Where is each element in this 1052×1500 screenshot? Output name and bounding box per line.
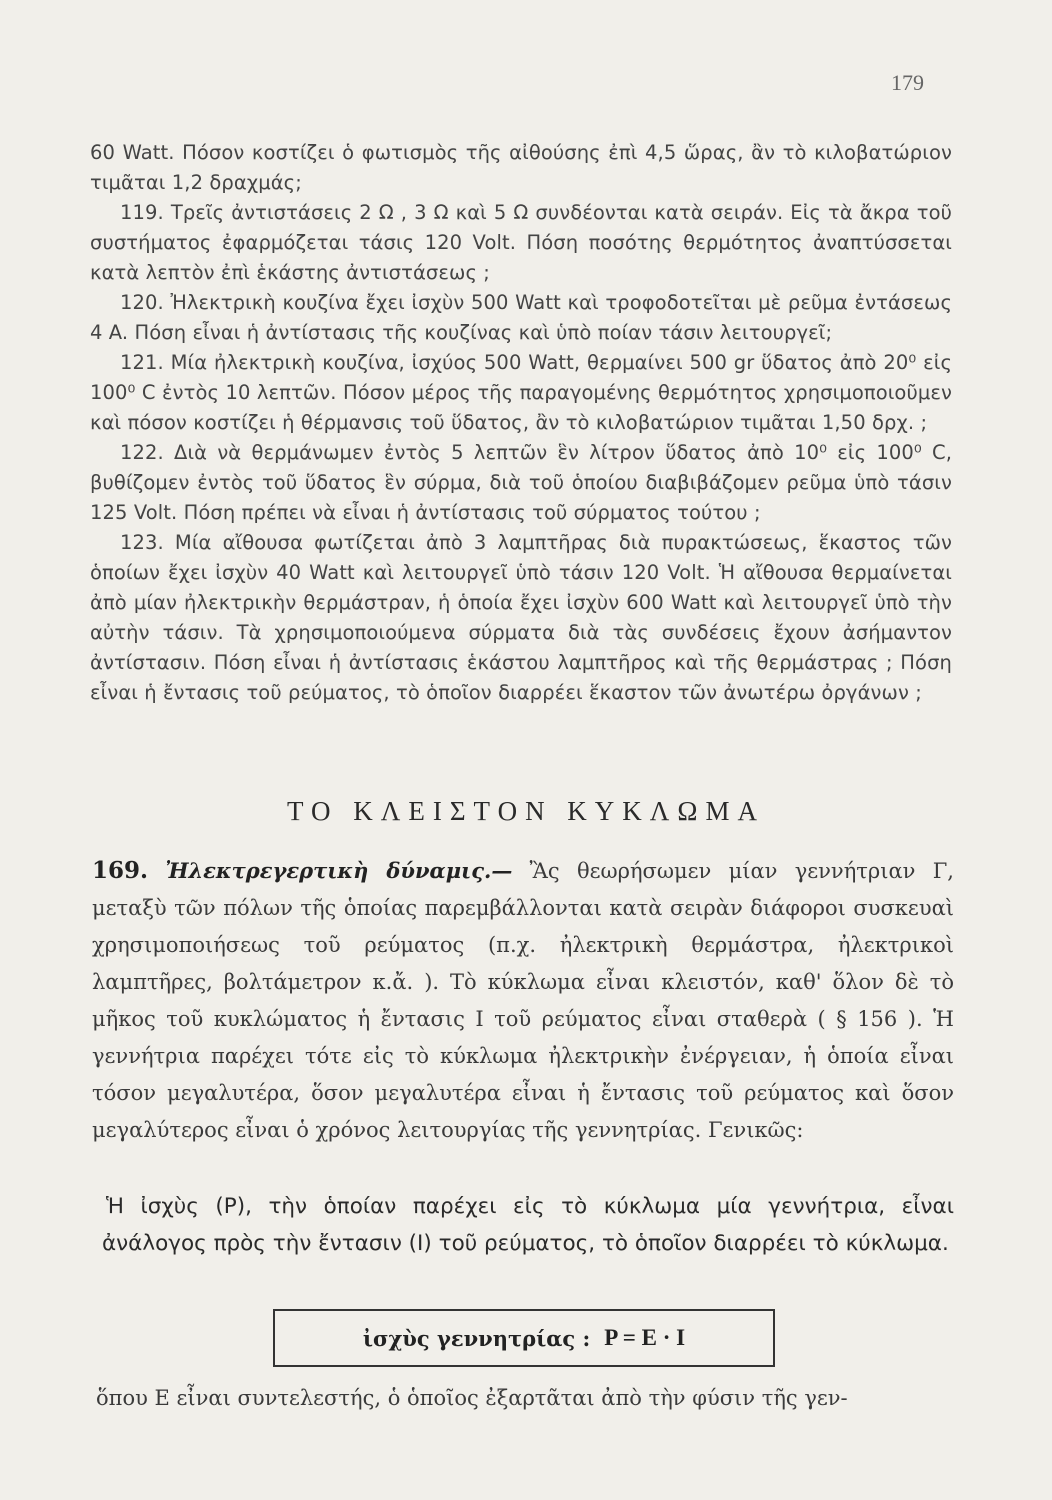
- problem-120: 120. Ἠλεκτρικὴ κουζίνα ἔχει ἰσχὺν 500 Watt καὶ τροφοδοτεῖται μὲ ρεῦμα ἐντάσεως 4 A. Πόση εἶναι ἡ ἀντίστασις τῆς κουζίνας καὶ ὑπὸ ποίαν τάσιν λειτουργεῖ;: [90, 291, 952, 344]
- section-number: 169.: [92, 857, 149, 884]
- section-paragraph: [92, 852, 954, 1149]
- problem-121: 121. Μία ἠλεκτρικὴ κουζίνα, ἰσχύος 500 Watt, θερμαίνει 500 gr ὕδατος ἀπὸ 20⁰ εἰς 100⁰ C ἐντὸς 10 λεπτῶν. Πόσον μέρος τῆς παραγομένης θερμότητος χρησιμοποιοῦμεν καὶ πόσον κοστίζει ἡ θέρμανσις τοῦ ὕδατος, ἂν τὸ κιλοβατώριον τιμᾶται 1,50 δρχ. ;: [90, 351, 952, 434]
- page-number: 179: [891, 70, 924, 95]
- rule-statement: Ἡ ἰσχὺς (P), τὴν ὁποίαν παρέχει εἰς τὸ κύκλωμα μία γεννήτρια, εἶναι ἀνάλογος πρὸς τὴν ἔντασιν (I) τοῦ ρεύματος, τὸ ὁποῖον διαρρέει τὸ κύκλωμα.: [102, 1194, 954, 1256]
- problem-122: 122. Διὰ νὰ θερμάνωμεν ἐντὸς 5 λεπτῶν ἓν λίτρον ὕδατος ἀπὸ 10⁰ εἰς 100⁰ C, βυθίζομεν ἐντὸς τοῦ ὕδατος ἓν σύρμα, διὰ τοῦ ὁποίου διαβιβάζομεν ρεῦμα ὑπὸ τάσιν 125 Volt. Πόση πρέπει νὰ εἶναι ἡ ἀντίστασις τοῦ σύρματος τούτου ;: [90, 441, 952, 524]
- problem-list: [90, 138, 952, 708]
- section-169: [92, 852, 954, 1149]
- formula-box: [273, 1309, 775, 1367]
- section-body: Ἂς θεωρήσωμεν μίαν γεννήτριαν Γ, μεταξὺ τῶν πόλων τῆς ὁποίας παρεμβάλλονται κατὰ σειρὰν διάφοροι συσκευαὶ χρησιμοποιήσεως τοῦ ρεύματος (π.χ. ἠλεκτρικὴ θερμάστρα, ἠλεκτρικοὶ λαμπτῆρες, βολτάμετρον κ.ἄ. ). Τὸ κύκλωμα εἶναι κλειστόν, καθ' ὅλον δὲ τὸ μῆκος τοῦ κυκλώματος ἡ ἔντασις I τοῦ ρεύματος εἶναι σταθερὰ ( § 156 ). Ἡ γεννήτρια παρέχει τότε εἰς τὸ κύκλωμα ἠλεκτρικὴν ἐνέργειαν, ἡ ὁποία εἶναι τόσον μεγαλυτέρα, ὅσον μεγαλυτέρα εἶναι ἡ ἔντασις τοῦ ρεύματος καὶ ὅσον μεγαλύτερος εἶναι ὁ χρόνος λειτουργίας τῆς γεννητρίας. Γενικῶς:: [92, 859, 954, 1142]
- section-heading: Ἠλεκτρεγερτικὴ δύναμις.—: [165, 858, 513, 883]
- formula-equation: P = E · I: [604, 1325, 686, 1350]
- problem-123: 123. Μία αἴθουσα φωτίζεται ἀπὸ 3 λαμπτῆρας διὰ πυρακτώσεως, ἕκαστος τῶν ὁποίων ἔχει ἰσχὺν 40 Watt καὶ λειτουργεῖ ὑπὸ τάσιν 120 Volt. Ἡ αἴθουσα θερμαίνεται ἀπὸ μίαν ἠλεκτρικὴν θερμάστραν, ἡ ὁποία ἔχει ἰσχὺν 600 Watt καὶ λειτουργεῖ ὑπὸ τὴν αὐτὴν τάσιν. Τὰ χρησιμοποιούμενα σύρματα διὰ τὰς συνδέσεις ἔχουν ἀσήμαντον ἀντίστασιν. Πόση εἶναι ἡ ἀντίστασις ἑκάστου λαμπτῆρος καὶ τῆς θερμάστρας ; Πόση εἶναι ἡ ἔντασις τοῦ ρεύματος, τὸ ὁποῖον διαρρέει ἕκαστον τῶν ἀνωτέρω ὀργάνων ;: [90, 531, 952, 704]
- last-line: ὅπου E εἶναι συντελεστής, ὁ ὁποῖος ἐξαρτᾶται ἀπὸ τὴν φύσιν τῆς γεν-: [96, 1386, 848, 1410]
- section-title: ΤΟ ΚΛΕΙΣΤΟΝ ΚΥΚΛΩΜΑ: [287, 796, 765, 826]
- problem-119: 119. Τρεῖς ἀντιστάσεις 2 Ω , 3 Ω καὶ 5 Ω συνδέονται κατὰ σειράν. Εἰς τὰ ἄκρα τοῦ συστήματος ἐφαρμόζεται τάσις 120 Volt. Πόση ποσότης θερμότητος ἀναπτύσσεται κατὰ λεπτὸν ἐπὶ ἑκάστης ἀντιστάσεως ;: [90, 201, 952, 284]
- formula-label: ἰσχὺς γεννητρίας :: [362, 1325, 591, 1351]
- problem-continuation: 60 Watt. Πόσον κοστίζει ὁ φωτισμὸς τῆς αἰθούσης ἐπὶ 4,5 ὥρας, ἂν τὸ κιλοβατώριον τιμᾶται 1,2 δραχμάς;: [90, 141, 952, 194]
